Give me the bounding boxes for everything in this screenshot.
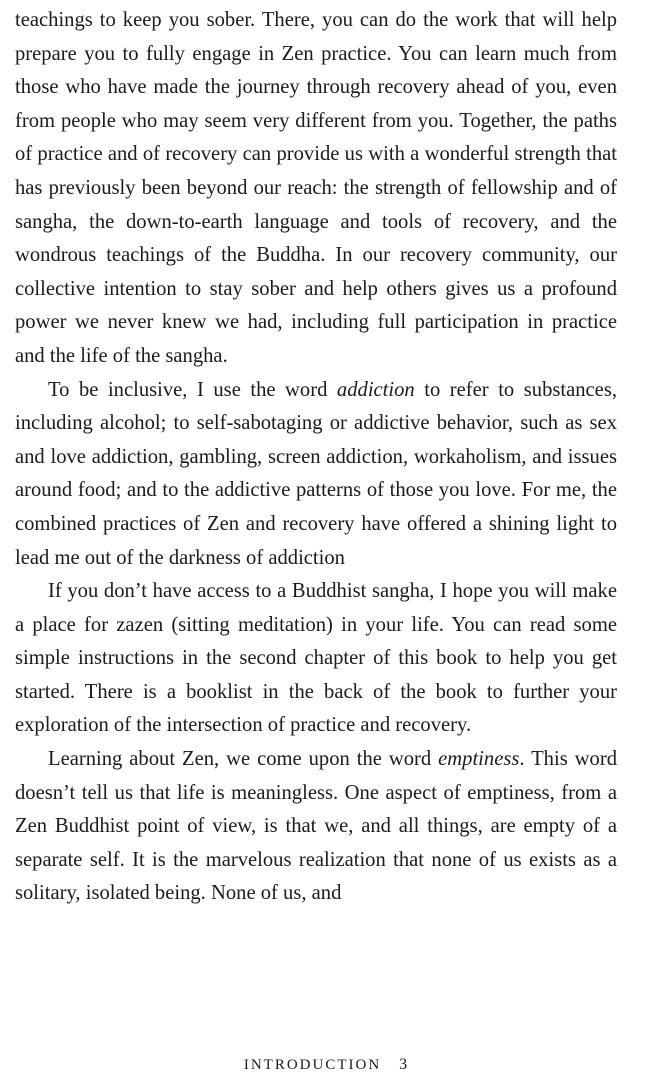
paragraph-3: If you don’t have access to a Buddhist sangha, I hope you will make a place for zazen (sitting meditation) in your life. You can read some simple instructions in the second chapter of this book to help you get started. There is a booklist in the back of the book to further your exploration of the intersection of practice and recovery. <box>15 580 617 737</box>
emphasis-addiction: addiction <box>336 378 415 401</box>
section-title: INTRODUCTION <box>243 1057 382 1073</box>
paragraph-4-text-start: Learning about Zen, we come upon the word <box>48 748 439 771</box>
paragraph-4-text-end: . This word doesn’t tell us that life is meaningless. One aspect of emptiness, from a Zen Buddhist point of view, is that we, and all things, are empty of a separate self. It is the marvelous realization that none of us exists as a solitary, isolated being. None of us, and <box>15 748 617 905</box>
paragraph-4 <box>15 743 617 911</box>
paragraph-1: teachings to keep you sober. There, you can do the work that will help prepare you to fully engage in Zen practice. You can learn much from those who have made the journey through recovery ahead of you, even from people who may seem very different from you. Together, the paths of practice and of recovery can provide us with a wonderful strength that has previously been beyond our reach: the strength of fellowship and of sangha, the down-to-earth language and tools of recovery, and the wondrous teachings of the Buddha. In our recovery community, our collective intention to stay sober and help others gives us a profound power we never knew we had, including full participation in practice and the life of the sangha. <box>15 9 617 367</box>
page-body <box>15 4 617 911</box>
paragraph-2-text-end: to refer to substances, including alcohol; to self-sabotaging or addictive behavior, such as sex and love addiction, gambling, screen addiction, workaholism, and issues around food; and to the addictive patterns of those you love. For me, the combined practices of Zen and recovery have offered a shining light to lead me out of the darkness of addiction <box>15 378 617 569</box>
page-number: 3 <box>399 1056 408 1073</box>
running-footer <box>0 1056 651 1074</box>
emphasis-emptiness: emptiness <box>438 748 520 771</box>
paragraph-2 <box>15 374 617 576</box>
paragraph-2-text-start: To be inclusive, I use the word <box>48 378 337 401</box>
